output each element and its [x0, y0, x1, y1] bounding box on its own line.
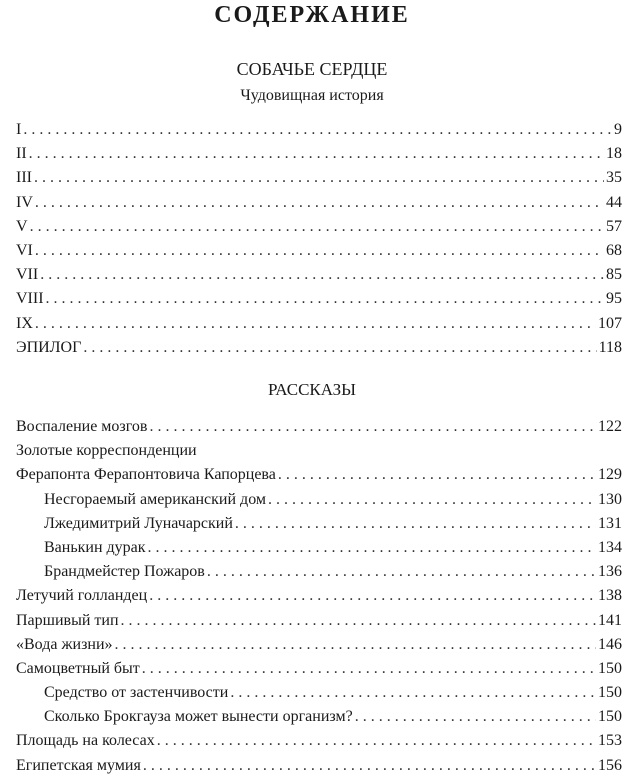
- page-title: СОДЕРЖАНИЕ: [214, 2, 410, 28]
- chapter-entry-page: 68: [606, 241, 622, 259]
- dot-leader: [83, 336, 596, 360]
- story-entry-page: 131: [598, 514, 622, 532]
- dot-leader: [157, 729, 596, 753]
- story-entry-page: 146: [598, 635, 622, 653]
- chapter-entry[interactable]: [16, 287, 622, 311]
- dot-leader: [207, 560, 596, 584]
- story-entry-title: Египетская мумия: [16, 756, 141, 774]
- dot-leader: [115, 633, 596, 657]
- dot-leader: [46, 287, 604, 311]
- chapter-entry-title: I: [16, 121, 22, 138]
- story-entry[interactable]: [16, 415, 622, 439]
- chapter-entry[interactable]: [16, 166, 622, 190]
- dot-leader: [30, 215, 604, 239]
- dot-leader: [40, 263, 604, 287]
- dot-leader: [23, 118, 612, 142]
- story-entry[interactable]: [16, 560, 622, 584]
- dot-leader: [143, 754, 596, 778]
- story-entry[interactable]: [16, 681, 622, 705]
- chapter-entry-page: 9: [614, 121, 622, 138]
- chapter-entry-page: 118: [598, 338, 622, 356]
- stories-heading: РАССКАЗЫ: [268, 380, 356, 399]
- chapter-entry-title: V: [16, 217, 28, 235]
- story-entry-title: Золотые корреспонденции: [16, 442, 197, 460]
- book-title: СОБАЧЬЕ СЕРДЦЕ: [236, 59, 388, 79]
- dot-leader: [34, 166, 604, 190]
- chapter-entry-page: 85: [606, 266, 622, 284]
- story-entry-title: Брандмейстер Пожаров: [44, 563, 205, 581]
- story-entry-page: 153: [598, 732, 622, 750]
- dot-leader: [149, 584, 596, 608]
- chapter-entry-title: III: [16, 169, 32, 187]
- chapter-entry[interactable]: [16, 263, 622, 287]
- chapter-entry-title: IX: [16, 314, 33, 332]
- story-entry-page: 150: [598, 708, 622, 726]
- story-entry[interactable]: [16, 512, 622, 536]
- dot-leader: [235, 512, 596, 536]
- chapter-entry-page: 95: [606, 290, 622, 308]
- chapter-list: [16, 118, 622, 360]
- chapter-entry-title: VI: [16, 241, 33, 259]
- dot-leader: [35, 239, 604, 263]
- dot-leader: [278, 463, 596, 487]
- story-list: [16, 415, 622, 778]
- story-entry[interactable]: [16, 463, 622, 487]
- chapter-entry-page: 35: [606, 169, 622, 187]
- chapter-entry[interactable]: [16, 215, 622, 239]
- chapter-entry-title: VII: [16, 266, 39, 284]
- chapter-entry[interactable]: [16, 312, 622, 336]
- story-entry-title: Лжедимитрий Луначарский: [44, 514, 233, 532]
- dot-leader: [142, 657, 596, 681]
- story-entry-title: Несгораемый американский дом: [44, 490, 267, 508]
- story-entry-page: 130: [598, 490, 622, 508]
- story-entry-title: Ферапонта Ферапонтовича Капорцева: [16, 466, 276, 484]
- story-entry[interactable]: [16, 609, 622, 633]
- chapter-entry-title: ЭПИЛОГ: [16, 338, 82, 356]
- chapter-entry-page: 107: [598, 314, 622, 332]
- story-entry[interactable]: [16, 536, 622, 560]
- story-entry-title: Летучий голландец: [16, 587, 148, 605]
- dot-leader: [35, 312, 596, 336]
- story-entry[interactable]: [16, 584, 622, 608]
- story-entry-title: Площадь на колесах: [16, 732, 155, 750]
- story-entry-title: Сколько Брокгауза может вынести организм?: [44, 708, 353, 726]
- dot-leader: [149, 415, 596, 439]
- story-entry[interactable]: [16, 439, 622, 463]
- story-entry-page: 141: [598, 611, 622, 629]
- dot-leader: [355, 705, 596, 729]
- story-entry[interactable]: [16, 729, 622, 753]
- chapter-entry-page: 57: [606, 217, 622, 235]
- chapter-entry[interactable]: [16, 118, 622, 142]
- chapter-entry-page: 44: [606, 193, 622, 211]
- story-entry[interactable]: [16, 705, 622, 729]
- story-entry-title: Паршивый тип: [16, 611, 119, 629]
- story-entry-page: 150: [598, 684, 622, 702]
- story-entry-page: 138: [598, 587, 622, 605]
- story-entry-page: 136: [598, 563, 622, 581]
- dot-leader: [121, 609, 596, 633]
- story-entry-page: 134: [598, 538, 622, 556]
- dot-leader: [29, 142, 604, 166]
- story-entry-title: «Вода жизни»: [16, 635, 113, 653]
- story-entry-page: 122: [598, 418, 622, 435]
- chapter-entry-page: 18: [606, 145, 622, 163]
- dot-leader: [35, 191, 604, 215]
- chapter-entry[interactable]: [16, 142, 622, 166]
- dot-leader: [268, 488, 596, 512]
- dot-leader: [148, 536, 596, 560]
- chapter-entry[interactable]: [16, 336, 622, 360]
- story-entry-title: Средство от застенчивости: [44, 684, 229, 702]
- dot-leader: [230, 681, 596, 705]
- story-entry-page: 129: [598, 466, 622, 484]
- chapter-entry-title: VIII: [16, 290, 44, 308]
- story-entry[interactable]: [16, 754, 622, 778]
- chapter-entry-title: IV: [16, 193, 33, 211]
- story-entry-title: Ванькин дурак: [44, 538, 146, 556]
- story-entry-title: Воспаление мозгов: [16, 418, 148, 435]
- story-entry[interactable]: [16, 633, 622, 657]
- story-entry[interactable]: [16, 488, 622, 512]
- story-entry-page: 156: [598, 756, 622, 774]
- story-entry[interactable]: [16, 657, 622, 681]
- story-entry-title: Самоцветный быт: [16, 659, 140, 677]
- chapter-entry[interactable]: [16, 191, 622, 215]
- story-entry-page: 150: [598, 659, 622, 677]
- book-subtitle: Чудовищная история: [240, 87, 384, 104]
- chapter-entry[interactable]: [16, 239, 622, 263]
- chapter-entry-title: II: [16, 145, 27, 163]
